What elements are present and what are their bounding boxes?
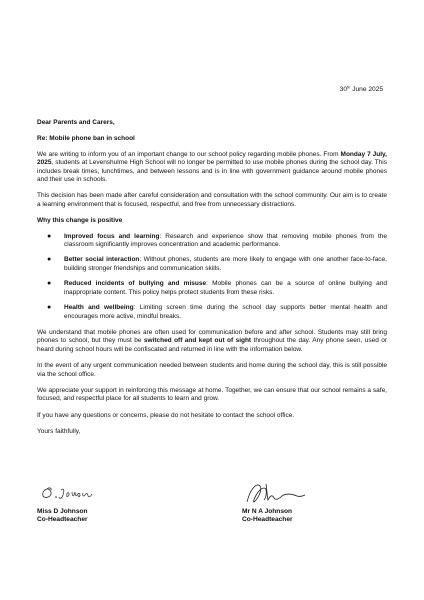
reason-text: : Limiting screen time during the school day supports better mental health and encourages more active, mindful breaks. — [64, 304, 387, 320]
reason-text: : Mobile phones can be a source of online bullying and inappropriate content. This policy helps protect students from these risks. — [64, 280, 387, 296]
signatory-left — [37, 478, 107, 524]
signature-image — [37, 478, 107, 508]
date-day: 30 — [339, 86, 348, 93]
understand-bold: switched off and kept out of sight — [143, 337, 252, 345]
signatory-right — [242, 478, 312, 524]
closing-line: Yours faithfully, — [37, 428, 81, 436]
understand-paragraph — [37, 329, 387, 354]
subject-line: Re: Mobile phone ban in school — [37, 135, 135, 143]
signature-image — [242, 478, 312, 508]
reason-title: Improved focus and learning — [64, 232, 160, 240]
date-suffix: th — [347, 84, 351, 90]
reason-title: Reduced incidents of bullying and misuse — [64, 280, 207, 288]
intro-date: Monday 7 July, 2025 — [37, 150, 387, 167]
reason-title: Health and wellbeing — [64, 304, 134, 312]
list-item — [47, 256, 387, 273]
urgent-paragraph: In the event of any urgent communication needed between students and home during the school day, this is still possible via the school office. — [37, 362, 387, 378]
signatory-role: Co-Headteacher — [242, 516, 293, 524]
bullet-icon: ● — [47, 256, 52, 264]
reason-text: : Research and experience show that removing mobile phones from the classroom significantly improves concentration and academic performance. — [64, 232, 387, 249]
bullet-icon: ● — [47, 232, 52, 240]
letter-date — [340, 86, 383, 94]
intro-paragraph — [37, 151, 387, 185]
intro-text-1: We are writing to inform you of an important change to our school policy regarding mobile phones. From — [37, 150, 341, 158]
questions-paragraph: If you have any questions or concerns, please do not hesitate to contact the school office. — [37, 411, 295, 419]
reasons-list — [37, 233, 387, 321]
why-heading: Why this change is positive — [37, 217, 123, 225]
letter-body — [37, 119, 387, 445]
signatures — [37, 478, 387, 548]
signatory-name: Mr N A Johnson — [242, 508, 293, 515]
reason-title: Better social interaction — [64, 256, 140, 264]
signatory-name: Miss D Johnson — [37, 508, 88, 515]
bullet-icon: ● — [47, 280, 52, 288]
list-item — [47, 304, 387, 321]
signatory-role: Co-Headteacher — [37, 516, 88, 524]
understand-text-1: We understand that mobile phones are often used for communication before and after school. Students may still bring phones to school, but they must be — [37, 328, 387, 345]
understand-text-2: throughout the day. Any phone seen, used or heard during school hours will be confiscated and returned in line with the information below. — [37, 337, 387, 353]
decision-paragraph: This decision has been made after careful consideration and consultation with the school community. Our aim is to create a learning environment that is focused, respectful, and free from unnecessary distractions. — [37, 192, 387, 208]
bullet-icon: ● — [47, 304, 52, 312]
list-item — [47, 280, 387, 297]
date-rest: June 2025 — [350, 86, 383, 93]
intro-text-2: , students at Levenshulme High School will no longer be permitted to use mobile phones during the school day. This includes break times, lunchtimes, and between lessons and is in line with government guidance around mobile phones and their use in schools. — [37, 159, 387, 184]
list-item — [47, 232, 387, 250]
reason-text: : Without phones, students are more likely to engage with one another face-to-face, building stronger friendships and communication skills. — [64, 256, 387, 272]
salutation: Dear Parents and Carers, — [37, 119, 115, 126]
appreciate-paragraph: We appreciate your support in reinforcing this message at home. Together, we can ensure that our school remains a safe, focused, and respectful place for all students to learn and grow. — [37, 386, 387, 403]
